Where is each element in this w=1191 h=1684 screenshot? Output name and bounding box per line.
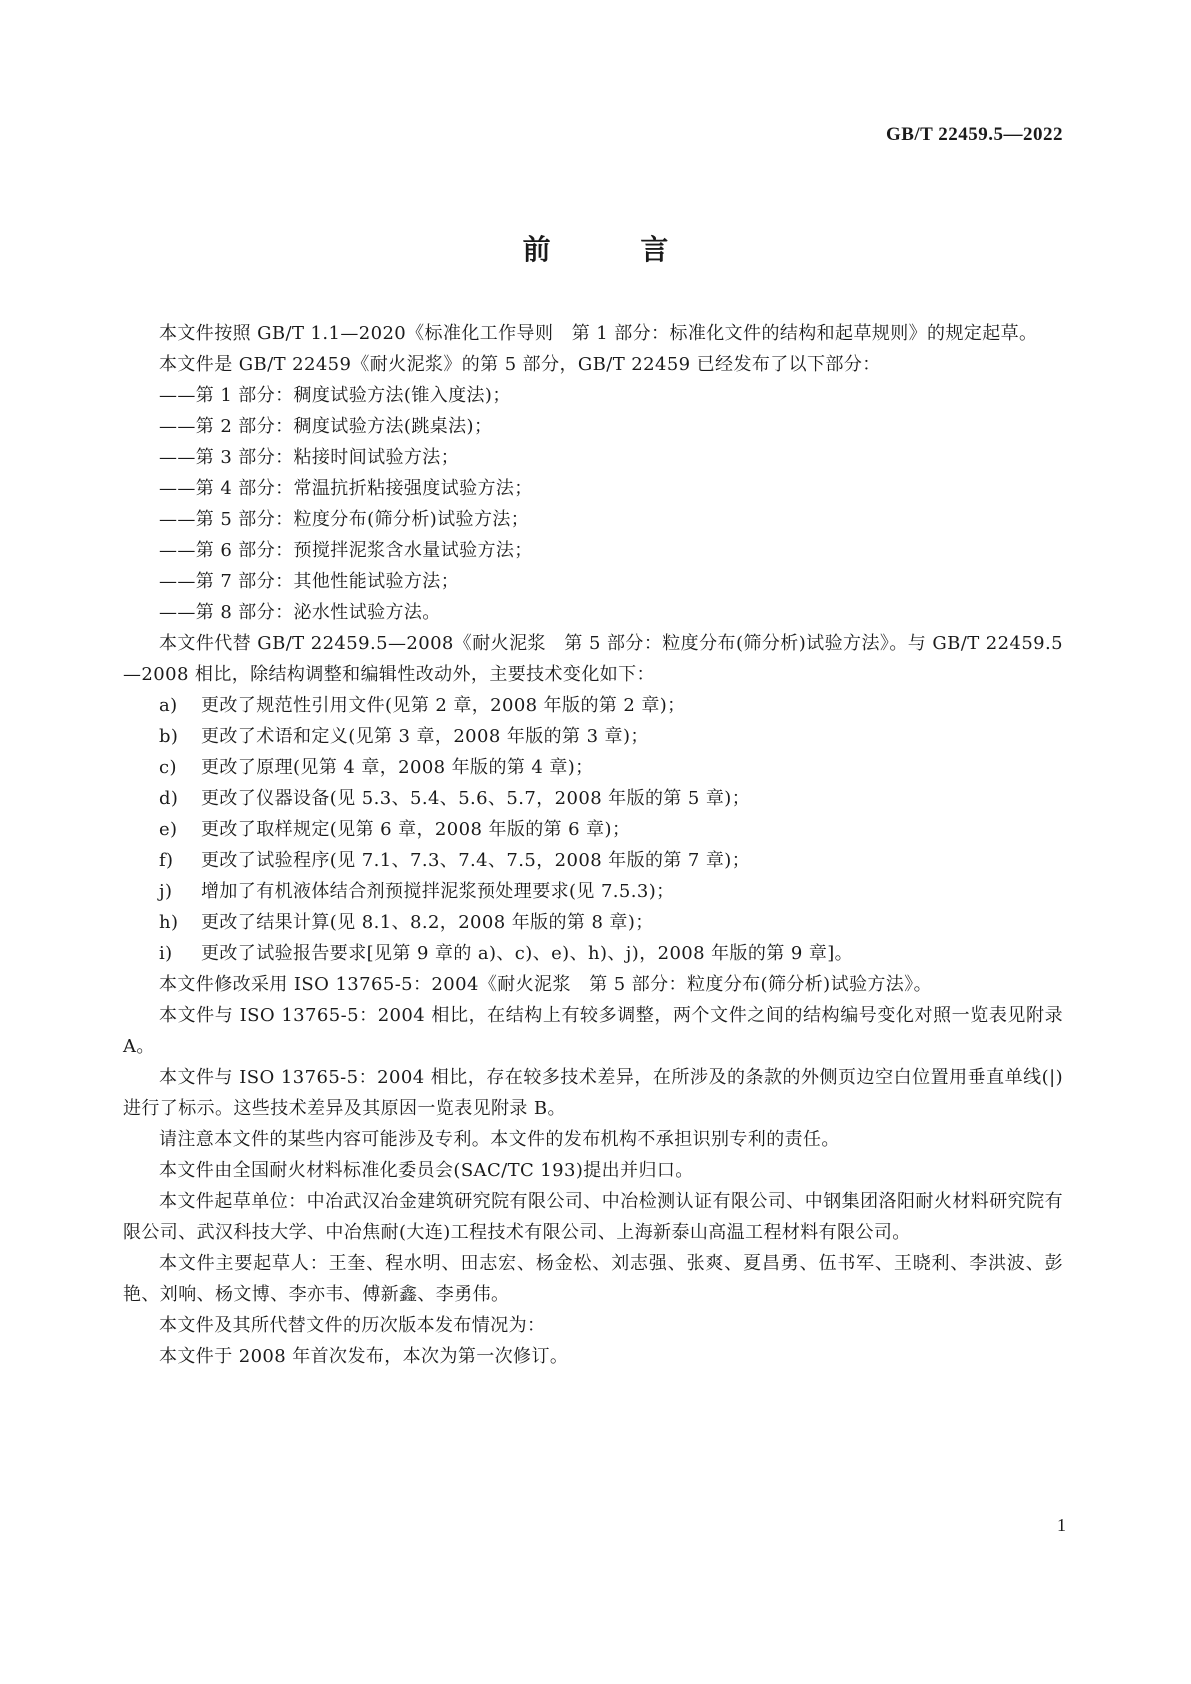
paragraph: 本文件起草单位：中冶武汉冶金建筑研究院有限公司、中冶检测认证有限公司、中钢集团洛阳耐火材料研究院有限公司、武汉科技大学、中冶焦耐(大连)工程技术有限公司、上海新泰山高温工程材料有限公司。 <box>123 1191 1063 1243</box>
list-text: 更改了原理(见第 4 章，2008 年版的第 4 章)； <box>201 757 594 778</box>
page-title: 前 言 <box>522 233 709 266</box>
list-item: ——第 4 部分：常温抗折粘接强度试验方法； <box>159 478 533 499</box>
paragraph: 本文件按照 GB/T 1.1—2020《标准化工作导则 第 1 部分：标准化文件的结构和起草规则》的规定起草。 <box>159 323 1038 344</box>
list-item: ——第 3 部分：粘接时间试验方法； <box>159 447 460 468</box>
list-label: d) <box>159 788 179 809</box>
list-text: 更改了仪器设备(见 5.3、5.4、5.6、5.7，2008 年版的第 5 章)； <box>201 788 751 809</box>
changes-list <box>123 690 1063 969</box>
list-text: 更改了试验报告要求[见第 9 章的 a)、c)、e)、h)、j)，2008 年版的第 9 章]。 <box>201 943 854 964</box>
paragraph: 请注意本文件的某些内容可能涉及专利。本文件的发布机构不承担识别专利的责任。 <box>159 1129 840 1150</box>
list-item <box>123 752 1063 783</box>
list-item: ——第 2 部分：稠度试验方法(跳桌法)； <box>159 416 493 437</box>
list-item: ——第 6 部分：预搅拌泥浆含水量试验方法； <box>159 540 533 561</box>
paragraph: 本文件代替 GB/T 22459.5—2008《耐火泥浆 第 5 部分：粒度分布(筛分析)试验方法》。与 GB/T 22459.5—2008 相比，除结构调整和编辑性改动外，主要技术变化如下： <box>123 633 1063 685</box>
list-label: c) <box>159 757 177 778</box>
list-label: e) <box>159 819 178 840</box>
list-item: ——第 1 部分：稠度试验方法(锥入度法)； <box>159 385 511 406</box>
paragraph: 本文件及其所代替文件的历次版本发布情况为： <box>159 1315 546 1336</box>
page-number: 1 <box>1057 1515 1066 1535</box>
list-text: 更改了结果计算(见 8.1、8.2，2008 年版的第 8 章)； <box>201 912 654 933</box>
paragraph: 本文件与 ISO 13765-5：2004 相比，存在较多技术差异，在所涉及的条款的外侧页边空白位置用垂直单线(|)进行了标示。这些技术差异及其原因一览表见附录 B。 <box>123 1067 1063 1119</box>
list-label: i) <box>159 943 173 964</box>
standard-code: GB/T 22459.5—2022 <box>885 124 1063 145</box>
parts-list <box>123 380 1063 628</box>
list-item: ——第 7 部分：其他性能试验方法； <box>159 571 460 592</box>
list-label: f) <box>159 850 174 871</box>
list-text: 更改了术语和定义(见第 3 章，2008 年版的第 3 章)； <box>201 726 649 747</box>
list-label: j) <box>159 881 173 902</box>
list-item: ——第 5 部分：粒度分布(筛分析)试验方法； <box>159 509 530 530</box>
list-label: a) <box>159 695 178 716</box>
list-item <box>123 907 1063 938</box>
list-text: 更改了取样规定(见第 6 章，2008 年版的第 6 章)； <box>201 819 631 840</box>
list-text: 更改了试验程序(见 7.1、7.3、7.4、7.5，2008 年版的第 7 章)； <box>201 850 751 871</box>
list-item <box>123 938 1063 969</box>
list-text: 更改了规范性引用文件(见第 2 章，2008 年版的第 2 章)； <box>201 695 686 716</box>
list-item <box>123 721 1063 752</box>
list-item <box>123 814 1063 845</box>
list-label: h) <box>159 912 179 933</box>
list-item <box>123 783 1063 814</box>
paragraph: 本文件是 GB/T 22459《耐火泥浆》的第 5 部分，GB/T 22459 已经发布了以下部分： <box>159 354 881 375</box>
paragraph: 本文件修改采用 ISO 13765-5：2004《耐火泥浆 第 5 部分：粒度分布(筛分析)试验方法》。 <box>159 974 932 995</box>
paragraph: 本文件与 ISO 13765-5：2004 相比，在结构上有较多调整，两个文件之间的结构编号变化对照一览表见附录 A。 <box>123 1005 1063 1057</box>
list-text: 增加了有机液体结合剂预搅拌泥浆预处理要求(见 7.5.3)； <box>201 881 675 902</box>
list-item <box>123 845 1063 876</box>
list-label: b) <box>159 726 179 747</box>
list-item <box>123 876 1063 907</box>
paragraph: 本文件由全国耐火材料标准化委员会(SAC/TC 193)提出并归口。 <box>159 1160 694 1181</box>
list-item <box>123 690 1063 721</box>
list-item: ——第 8 部分：泌水性试验方法。 <box>159 602 441 623</box>
foreword-body <box>123 318 1063 1372</box>
paragraph: 本文件主要起草人：王奎、程水明、田志宏、杨金松、刘志强、张爽、夏昌勇、伍书军、王晓利、李洪波、彭艳、刘响、杨文博、李亦韦、傅新鑫、李勇伟。 <box>123 1253 1063 1305</box>
paragraph: 本文件于 2008 年首次发布，本次为第一次修订。 <box>159 1346 569 1367</box>
